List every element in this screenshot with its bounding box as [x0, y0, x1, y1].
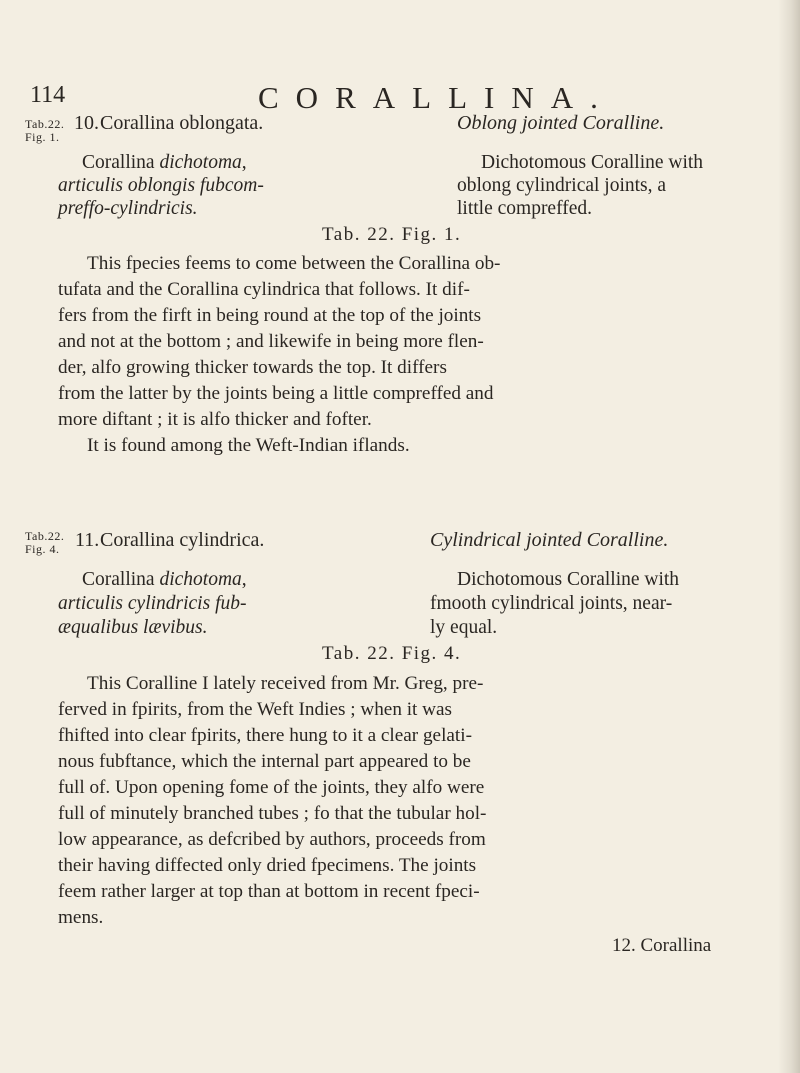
- english-diagnosis-line: little compreffed.: [457, 198, 593, 219]
- english-diagnosis-line: Dichotomous Coralline with: [481, 152, 704, 173]
- english-diagnosis-line: fmooth cylindrical joints, near-: [430, 593, 673, 614]
- species-description: This Coralline I lately received from Mr. Greg, pre- ferved in fpirits, from the Weft Indies ; when it was fhifted into clear fpirits, there hung to it a clear gelati- nous fubftance, which the internal part appeared to be full of. Upon opening fome of the joints, they alfo were full of minutely branched tubes ; fo that the tubular hol- low appearance, as defcribed by authors, proceeds from their having diffected only dried fpecimens. The joints feem rather larger at top than at bottom in recent fpeci- mens.: [58, 673, 487, 928]
- latin-species-name: Corallina oblongata.: [100, 112, 264, 134]
- latin-diagnosis-line: æqualibus lævibus.: [58, 617, 208, 638]
- english-species-name: Oblong jointed Coralline.: [457, 112, 665, 134]
- page-number: 114: [30, 82, 66, 108]
- plate-reference-margin: Tab.22. Fig. 1.: [25, 117, 65, 144]
- latin-diagnosis-line: preffo-cylindricis.: [58, 198, 198, 219]
- latin-species-name: Corallina cylindrica.: [100, 529, 265, 551]
- english-species-name: Cylindrical jointed Coralline.: [430, 529, 669, 551]
- species-number: 11.: [75, 529, 100, 551]
- latin-diagnosis-line: Corallina dichotoma,: [82, 152, 247, 173]
- latin-diagnosis-line: Corallina dichotoma,: [82, 569, 247, 590]
- english-diagnosis-line: oblong cylindrical joints, a: [457, 175, 667, 196]
- english-diagnosis-line: ly equal.: [430, 617, 498, 638]
- plate-reference-margin: Tab.22. Fig. 4.: [25, 529, 65, 556]
- plate-figure-reference: Tab. 22. Fig. 4.: [322, 643, 462, 664]
- species-description: This fpecies feems to come between the Corallina ob- tufata and the Corallina cylindrica that follows. It dif- fers from the firft in being round at the top of the joints and not at the bottom ; and likewife in being more flen- der, alfo growing thicker towards the top. It differs from the latter by the joints being a little compreffed and more diftant ; it is alfo thicker and fofter. It is found among the Weft-Indian iflands.: [58, 253, 501, 456]
- species-number: 10.: [74, 112, 99, 134]
- running-title: CORALLINA.: [258, 80, 615, 115]
- catchword: 12. Corallina: [612, 935, 712, 956]
- latin-diagnosis-line: articulis oblongis fubcom-: [58, 175, 264, 196]
- page-edge-shadow: [778, 0, 800, 1073]
- latin-diagnosis-line: articulis cylindricis fub-: [58, 593, 247, 614]
- english-diagnosis-line: Dichotomous Coralline with: [457, 569, 680, 590]
- plate-figure-reference: Tab. 22. Fig. 1.: [322, 224, 462, 245]
